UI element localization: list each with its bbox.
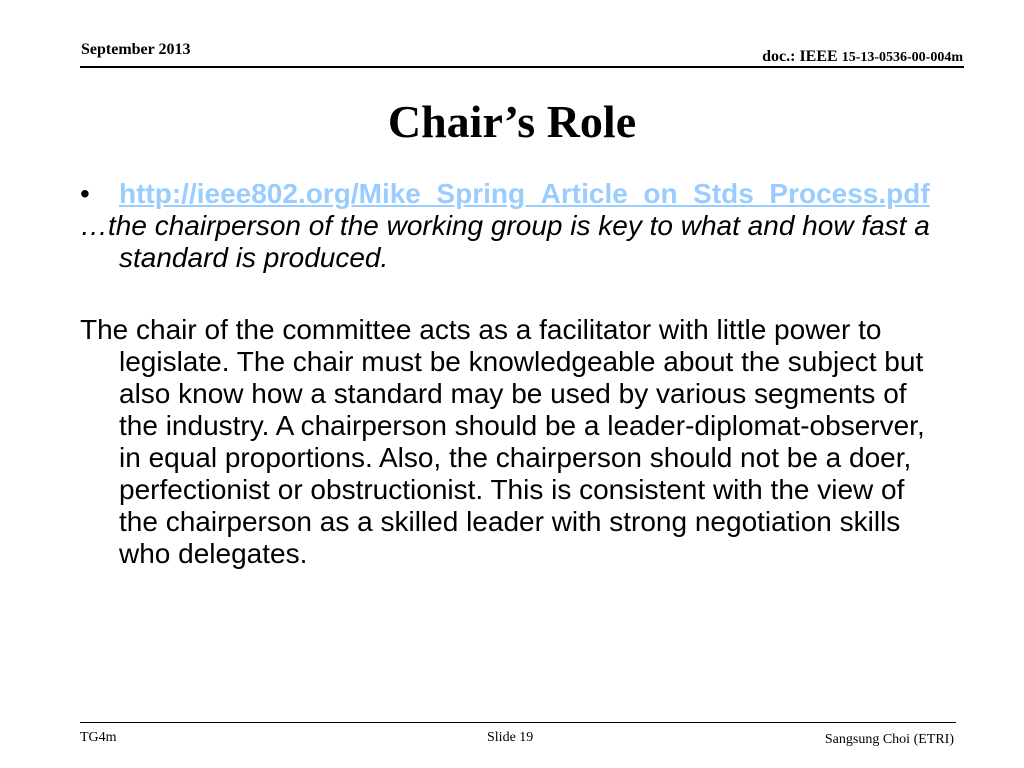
bullet-dot-icon: • (80, 178, 90, 209)
slide-content (80, 178, 940, 570)
body-paragraph: The chair of the committee acts as a facilitator with little power to legislate. The chair must be knowledgeable about the subject but also know how a standard may be used by various segments of the industry. A chairperson should be a leader-diplomat-observer, in equal proportions. Also, the chairperson should not be a doer, perfectionist or obstructionist. This is consistent with the view of the chairperson as a skilled leader with strong negotiation skills who delegates. (80, 314, 925, 569)
paragraph-spacer (80, 274, 940, 314)
bullet-item (80, 178, 940, 210)
header-doc-number: 15-13-0536-00-004m (841, 50, 963, 65)
quote-paragraph: …the chairperson of the working group is key to what and how fast a standard is produced. (80, 210, 930, 273)
slide-number: Slide 19 (487, 730, 534, 745)
header-divider (80, 66, 964, 68)
footer-group: TG4m (80, 730, 117, 745)
footer-author: Sangsung Choi (ETRI) (824, 732, 954, 747)
header-doc-id (762, 48, 963, 66)
header-date: September 2013 (81, 41, 191, 58)
slide-title: Chair’s Role (387, 96, 637, 147)
header-doc-prefix: doc.: IEEE (762, 48, 842, 65)
article-link[interactable]: http://ieee802.org/Mike_Spring_Article_on_Stds_Process.pdf (119, 178, 930, 209)
footer-divider (80, 722, 956, 723)
